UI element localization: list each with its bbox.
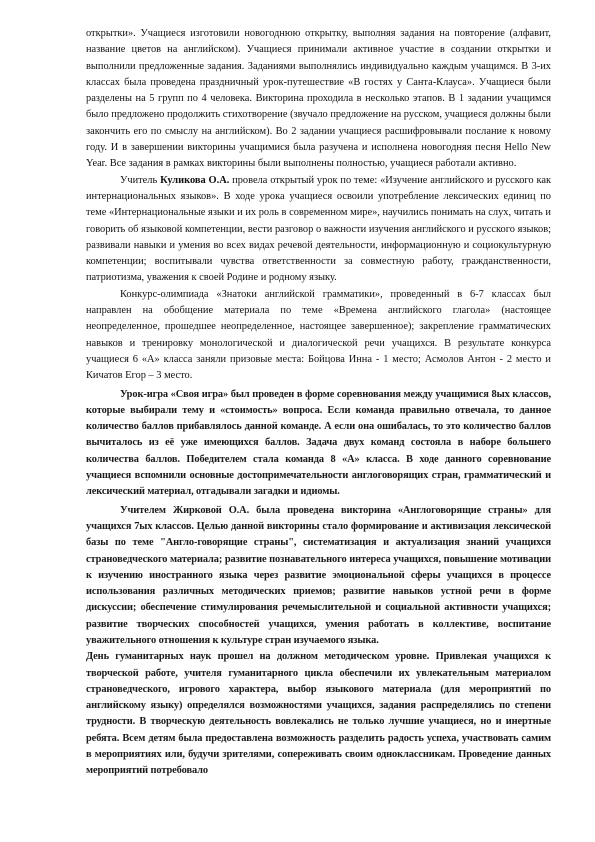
paragraph-svoya-igra: Урок-игра «Своя игра» был проведен в форме соревнования между учащимися 8ых классов, которые выбирали тему и «стоимость» вопроса. Если команда правильно отвечала, то данное количество баллов прибавлялось данной команде. А если она ошибалась, то это количество баллов вычиталось из её уже имеющихся баллов. Задача двух команд состояла в наборе большего количества баллов. Победителем стала команда 8 «А» класса. В ходе данного соревнование учащиеся вспомнили основные достопримечательности англоговорящих стран, грамматический и лексический материал, отгадывали загадки и идиомы. [86, 388, 551, 498]
paragraph-new-year-card: открытки». Учащиеся изготовили новогоднюю открытку, выполняя задания на повторение (алфавит, название цветов на английском). Учащиеся принимали активное участие в создании открытки и выполнили предложенные задания. Заданиями выполнялись индивидуально каждым учащимся. В 3-их классах была проведена праздничный урок-путешествие «В гостях у Санта-Клауса». Учащиеся были разделены на 5 групп по 4 человека. Викторина проходила в несколько этапов. В 1 задании учащимся было предложено продолжить стихотворение (звучало предложение на русском, учащиеся должны были закончить его по смыслу на английском). Во 2 задании учащиеся расшифровывали послание к новому году. И в завершении викторины учащимися была разучена и исполнена новогодняя песня Hello New Year. Все задания в рамках викторины были выполнены полностью, учащиеся работали активно. [86, 28, 551, 170]
paragraph-kulikova-lesson [86, 173, 551, 287]
teacher-name-kulikova: Куликова О.А. [160, 174, 230, 186]
paragraph-zhirkova-quiz [86, 503, 551, 650]
paragraph-grammar-olympiad: Конкурс-олимпиада «Знатоки английской грамматики», проведенный в 6-7 классах был направлен на обобщение материала по теме «Времена английского глагола» (настоящее неопределенное, прошедшее неопределенное, настоящее завершенное); закрепление грамматических навыков и тренировку монологической и диалогической речи учащихся. В результате конкурса учащиеся 6 «А» класса заняли призовые места: Бойцова Инна - 1 место; Асмолов Антон - 2 место и Кичатов Егор – 3 место. [86, 288, 551, 382]
paragraph-prefix: Учитель [120, 174, 161, 186]
paragraph-text: была проведена викторина «Англоговорящие страны» для учащихся 7ых классов. Целью данной викторины стало формирование и активизация лексической базы по теме "Англо-говорящие страны", систематизация и актуализация знаний учащихся страноведческого материала; развитие познавательного интереса учащихся, повышение мотивации к изучению иностранного языка через развитие эмоциональной сферы учащихся в процессе использования различных методических приемов; развитие навыков устной речи в форме дискуссии; обеспечение стимулирования речемыслительной и социальной активности учащихся; развитие творческих способностей учащихся, умения работать в коллективе, воспитание уважительного отношения к культуре стран изучаемого языка. [86, 504, 551, 646]
teacher-name-zhirkova: Жирковой О.А. [172, 504, 250, 516]
paragraph-humanities-day: День гуманитарных наук прошел на должном методическом уровне. Привлекая учащихся к творческой работе, учителя гуманитарного цикла обеспечили их увлекательным материалом страноведческого, игрового характера, выбор языкового материала (для мероприятий по английскому языку) определялся возможностями учащихся, задания распределялись по степени трудности. В творческую деятельность вовлекались не только лучшие учащиеся, но и инертные ребята. Всем детям была предоставлена возможность разделить радость успеха, участвовать самим в мероприятиях или, будучи зрителями, сопереживать своим одноклассникам. Проведение данных мероприятий потребовало [86, 651, 551, 777]
paragraph-text: провела открытый урок по теме: «Изучение английского и русского как интернациональных языков». В ходе урока учащиеся освоили употребление лексических единиц по теме «Интернациональные языки и их роль в современном мире», научились понимать на слух, читать и говорить об языковой компетенции, вести разговор о важности изучения английского и русского языков; развивали навыки и умения во всех видах речевой деятельности, информационную и социокультурную компетенции; воспитывали чувства ответственности за совместную работу, гражданственности, патриотизма, уважения к своей Родине и родному языку. [86, 174, 552, 284]
paragraph-prefix: Учителем [120, 504, 173, 516]
